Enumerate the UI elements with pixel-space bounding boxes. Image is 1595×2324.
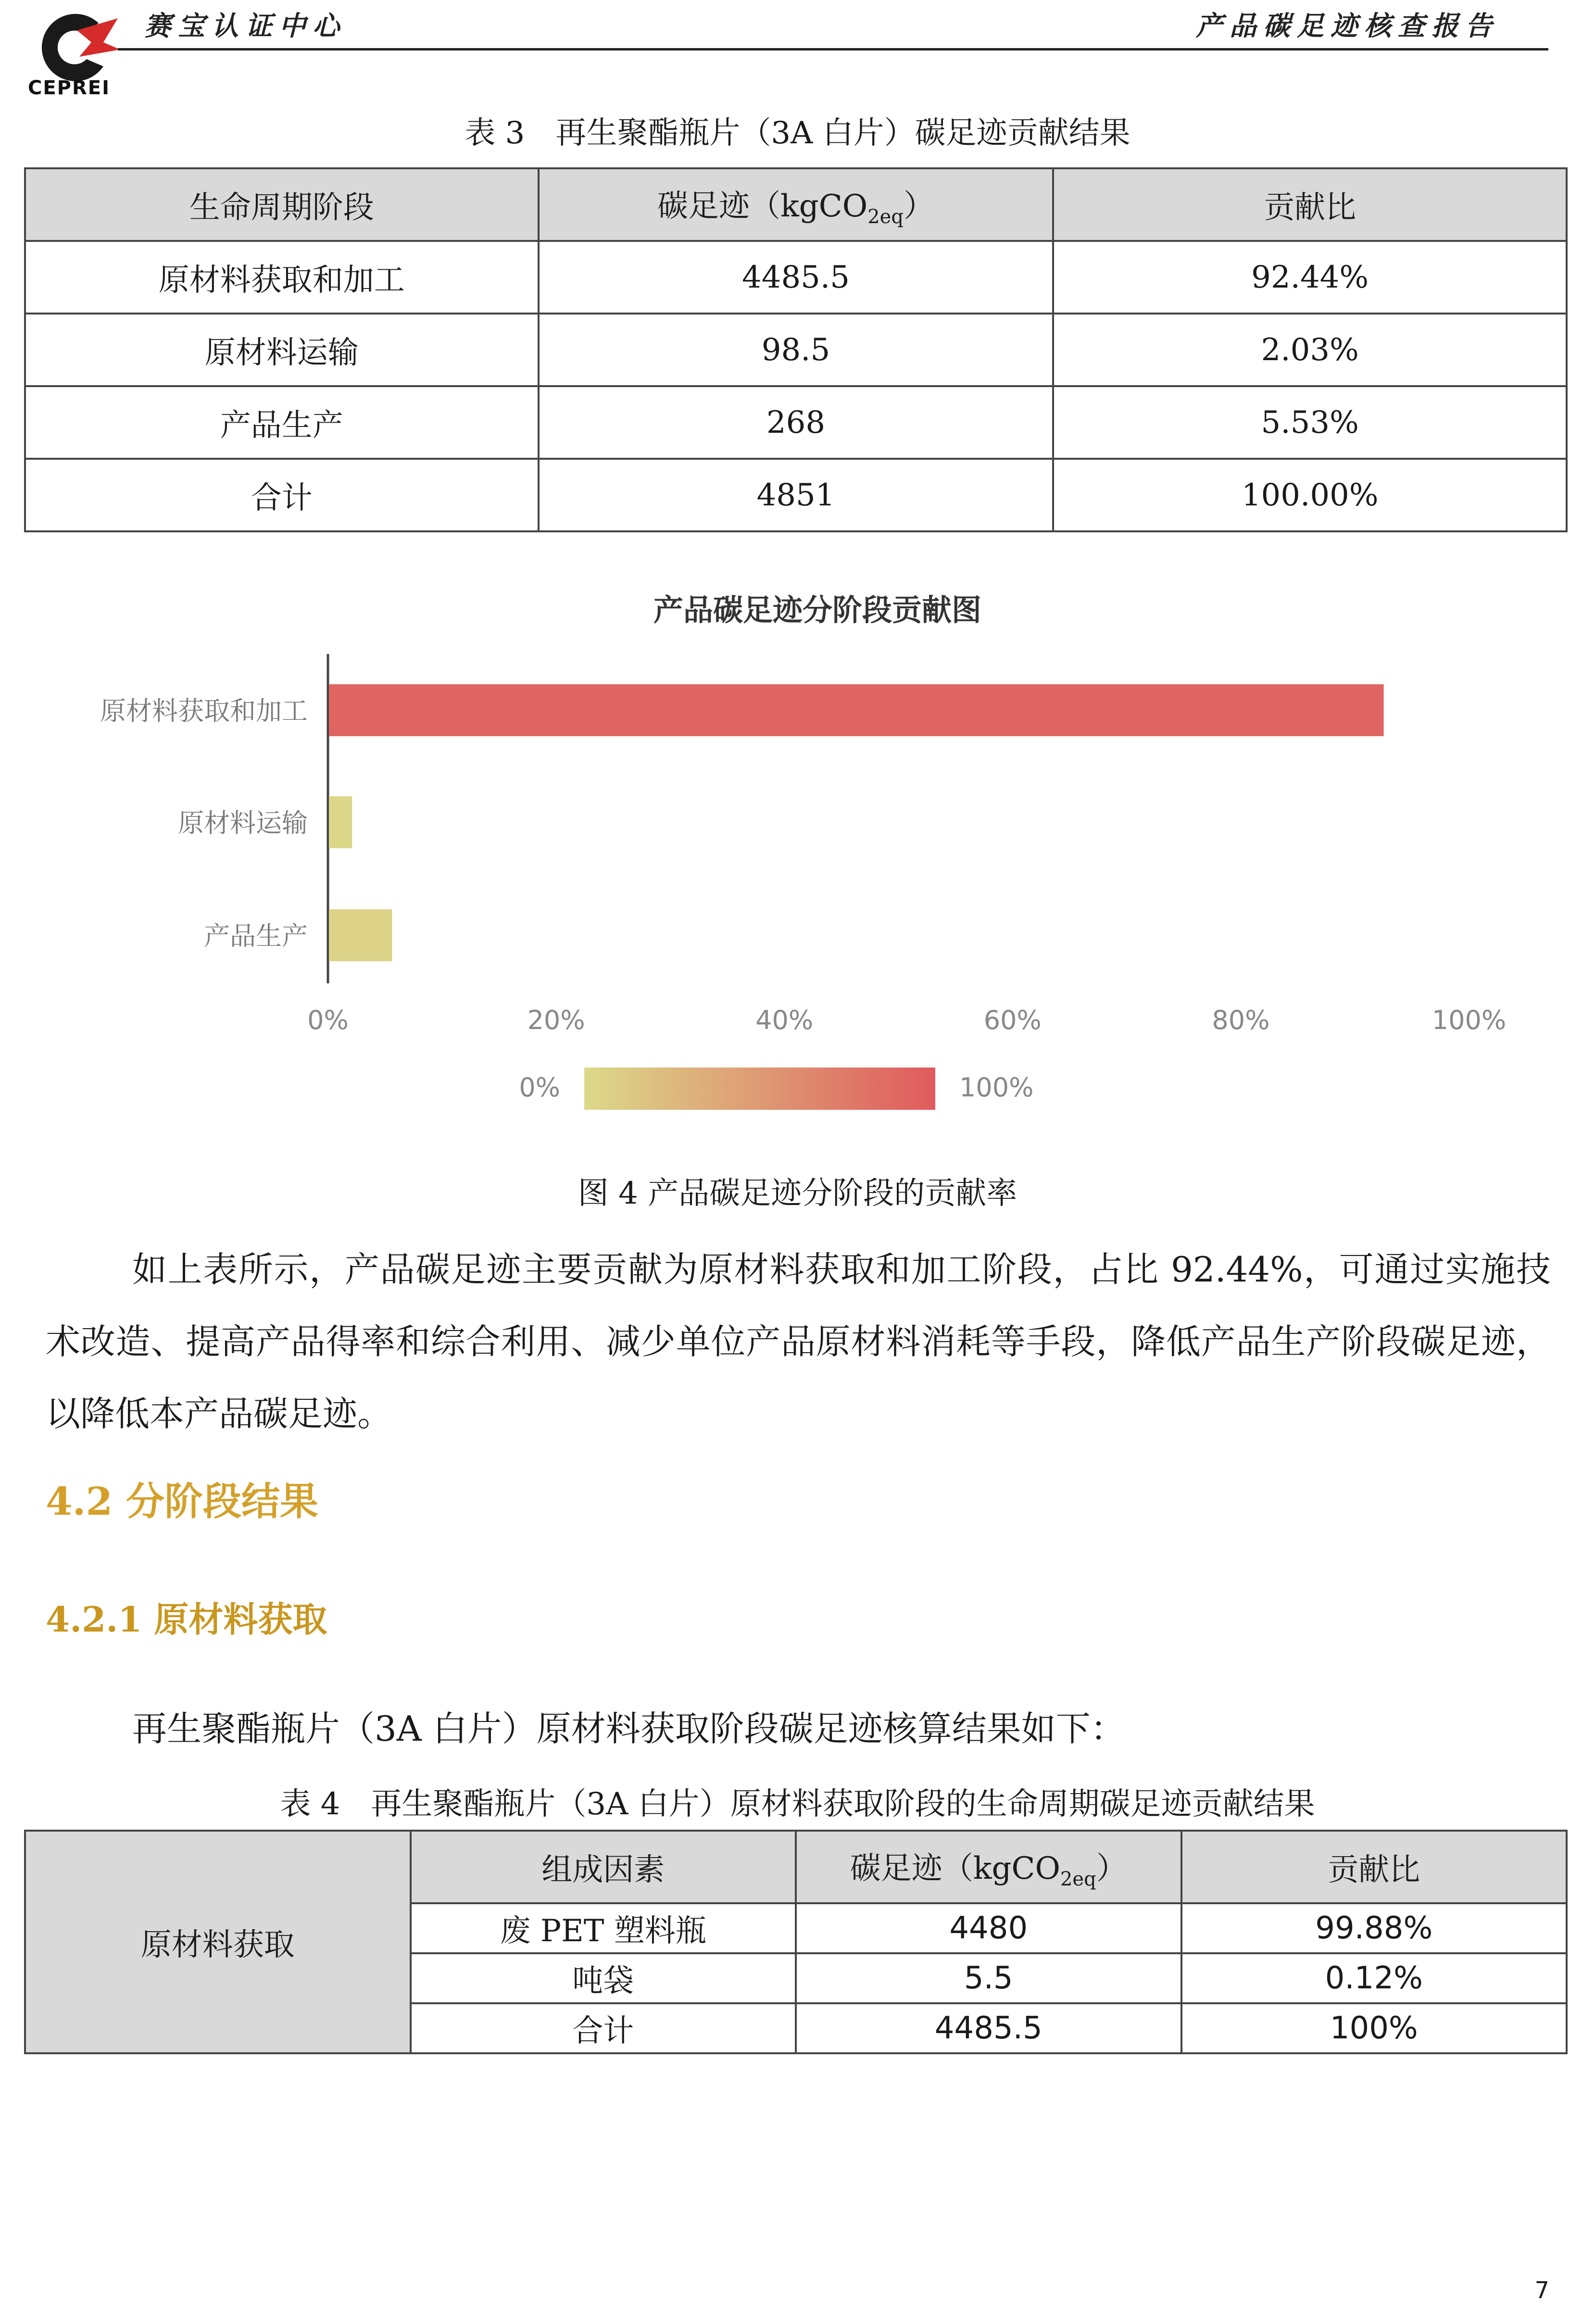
col-header-cf: 碳足迹（kgCO$_{2eq}$） <box>796 1831 1181 1903</box>
bar-1 <box>329 796 352 848</box>
table-row <box>25 241 1567 314</box>
table-row <box>25 386 1567 459</box>
legend-max-label: 100% <box>959 1072 1034 1103</box>
col-header-factor: 组成因素 <box>411 1831 796 1903</box>
table4-caption: 表 4 再生聚酯瓶片（3A 白片）原材料获取阶段的生命周期碳足迹贡献结果 <box>280 1786 1315 1822</box>
section-heading-4-2-1: 4.2.1 原材料获取 <box>46 1599 327 1640</box>
col-header-share: 贡献比 <box>1053 168 1567 241</box>
x-tick-label-2: 40% <box>755 1005 814 1035</box>
cell-stage: 产品生产 <box>25 386 539 459</box>
section-heading-4-2: 4.2 分阶段结果 <box>46 1479 319 1524</box>
paragraph-intro-table4: 再生聚酯瓶片（3A 白片）原材料获取阶段碳足迹核算结果如下： <box>132 1708 1125 1749</box>
table-header-row <box>25 1831 1567 1903</box>
cell-cf: 4485.5 <box>539 241 1054 314</box>
paragraph-summary: 如上表所示，产品碳足迹主要贡献为原材料获取和加工阶段，占比 92.44%，可通过实施技术改造、提高产品得率和综合利用、减少单位产品原材料消耗等手段，降低产品生产阶段碳足迹，以降低本产品碳足迹。 <box>46 1249 1551 1434</box>
x-tick-label-5: 100% <box>1432 1005 1507 1035</box>
table-header-row <box>25 168 1567 241</box>
cell-cf: 4851 <box>539 459 1054 531</box>
header-org: 赛宝认证中心 <box>144 10 346 42</box>
cell-factor: 吨袋 <box>411 1953 796 2003</box>
cell-share: 99.88% <box>1181 1903 1567 1953</box>
cell-stage: 原材料运输 <box>25 314 539 386</box>
cell-share: 92.44% <box>1053 241 1567 314</box>
cell-cf: 268 <box>539 386 1054 459</box>
category-label-1: 原材料运输 <box>178 808 308 838</box>
cell-share: 5.53% <box>1053 386 1567 459</box>
category-label-0: 原材料获取和加工 <box>100 696 308 726</box>
cell-share: 2.03% <box>1053 314 1567 386</box>
table4 <box>24 1830 1568 2054</box>
cell-factor: 废 PET 塑料瓶 <box>411 1903 796 1953</box>
cell-share: 100.00% <box>1053 459 1567 531</box>
cell-stage: 合计 <box>25 459 539 531</box>
col-header-stage: 生命周期阶段 <box>25 168 539 241</box>
logo-text: CEPREI <box>28 77 111 99</box>
x-tick-label-4: 80% <box>1212 1005 1270 1035</box>
cell-cf: 4485.5 <box>796 2003 1181 2053</box>
cell-cf: 4480 <box>796 1903 1181 1953</box>
cell-cf: 5.5 <box>796 1953 1181 2003</box>
table-row <box>25 314 1567 386</box>
cell-cf: 98.5 <box>539 314 1054 386</box>
col-header-share: 贡献比 <box>1181 1831 1567 1903</box>
cell-group: 原材料获取 <box>25 1831 411 2053</box>
bar-0 <box>329 684 1384 736</box>
header-rule <box>118 48 1548 50</box>
x-tick-label-3: 60% <box>983 1005 1042 1035</box>
header-report-title: 产品碳足迹核查报告 <box>1196 10 1499 42</box>
legend-gradient-bar <box>584 1068 935 1110</box>
col-header-cf: 碳足迹（kgCO$_{2eq}$） <box>539 168 1054 241</box>
table-row-total <box>25 459 1567 531</box>
table3 <box>24 167 1568 532</box>
legend-min-label: 0% <box>519 1072 560 1103</box>
cell-share: 100% <box>1181 2003 1567 2053</box>
page-number: 7 <box>1534 2277 1549 2304</box>
bar-2 <box>329 909 392 961</box>
figure4-caption: 图 4 产品碳足迹分阶段的贡献率 <box>578 1176 1017 1211</box>
x-tick-label-1: 20% <box>527 1005 585 1035</box>
category-label-2: 产品生产 <box>204 921 308 951</box>
table3-caption: 表 3 再生聚酯瓶片（3A 白片）碳足迹贡献结果 <box>465 115 1130 151</box>
cell-share: 0.12% <box>1181 1953 1567 2003</box>
stage-contribution-chart <box>0 567 1595 1130</box>
chart-title: 产品碳足迹分阶段贡献图 <box>653 592 982 628</box>
cell-stage: 原材料获取和加工 <box>25 241 539 314</box>
x-tick-label-0: 0% <box>307 1005 349 1035</box>
cell-factor: 合计 <box>411 2003 796 2053</box>
